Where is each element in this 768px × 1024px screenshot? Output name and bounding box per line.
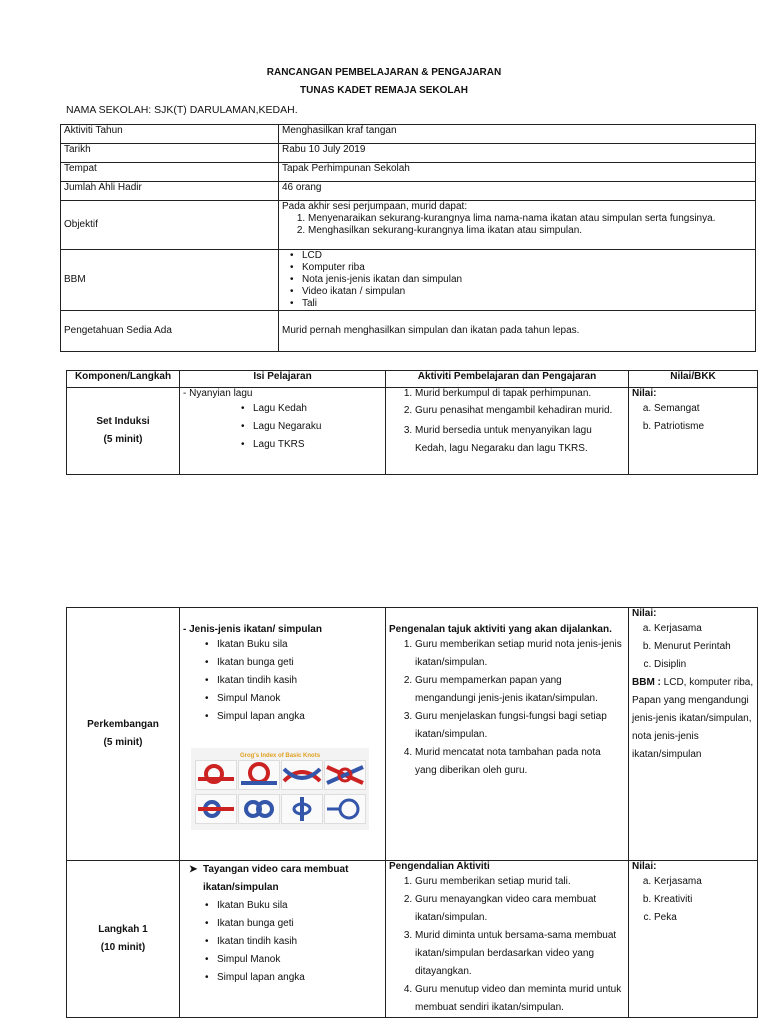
- set-induksi-aktiviti-item: 1. Murid berkumpul di tapak perhimpunan.: [415, 388, 625, 400]
- langkah1-nilai-item: a. Kerjasama: [654, 873, 754, 891]
- perkembangan-row: [67, 608, 758, 861]
- objektif-intro: Pada akhir sesi perjumpaan, murid dapat:: [282, 201, 468, 212]
- pengetahuan-value: Murid pernah menghasilkan simpulan dan ikatan pada tahun lepas.: [279, 311, 756, 352]
- langkah1-aktiviti-title: Pengendalian Aktiviti: [389, 861, 490, 872]
- bbm-item: • Video ikatan / simpulan: [302, 286, 752, 298]
- langkah1-isi-item: • Ikatan Buku sila: [217, 897, 382, 915]
- langkah1-label: Langkah 1: [98, 924, 148, 935]
- perkembangan-label: Perkembangan: [87, 719, 159, 730]
- perkembangan-nilai-item: b. Menurut Perintah: [654, 638, 754, 656]
- knot-square-icon: [324, 760, 366, 790]
- info-row: [61, 144, 756, 163]
- langkah1-aktiviti-item: 1. Guru memberikan setiap murid tali.: [415, 873, 625, 891]
- knot-noose-icon: [324, 794, 366, 824]
- set-induksi-aktiviti-item: 2. Guru penasihat mengambil kehadiran murid.: [415, 405, 625, 417]
- set-induksi-nilai-item: a. Semangat: [654, 400, 754, 418]
- perkembangan-aktiviti-item: 3. Guru menjelaskan fungsi-fungsi bagi setiap ikatan/simpulan.: [415, 708, 625, 744]
- perkembangan-bbm-text: LCD, komputer riba, Papan yang mengandungi jenis-jenis ikatan/simpulan, nota jenis-jenis ikatan/simpulan: [632, 677, 754, 760]
- perkembangan-bbm-label: BBM :: [632, 677, 661, 688]
- langkah1-isi-item: • Ikatan bunga geti: [217, 915, 382, 933]
- langkah1-row: [67, 861, 758, 1018]
- arrow-bullet-icon: ➤: [189, 864, 198, 875]
- set-induksi-label: Set Induksi: [96, 416, 150, 427]
- col-header-nilai: Nilai/BKK: [629, 371, 758, 388]
- perkembangan-aktiviti-item: 4. Murid mencatat nota tambahan pada nota yang diberikan oleh guru.: [415, 744, 625, 780]
- set-induksi-isi-item: • Lagu Kedah: [253, 400, 382, 418]
- knot-half-hitch-icon: [238, 760, 280, 790]
- info-row: [61, 182, 756, 201]
- knot-overhand-icon: [195, 760, 237, 790]
- objektif-item: 1. Menyenaraikan sekurang-kurangnya lima nama-nama ikatan atau simpulan serta fungsinya.: [308, 213, 752, 225]
- perkembangan-isi-item: • Simpul lapan angka: [217, 708, 382, 726]
- bbm-label: BBM: [61, 250, 279, 311]
- langkah1-isi-title: Tayangan video cara membuat ikatan/simpulan: [203, 864, 349, 893]
- perkembangan-aktiviti-item: 1. Guru memberikan setiap murid nota jenis-jenis ikatan/simpulan.: [415, 636, 625, 672]
- perkembangan-nilai-item: c. Disiplin: [654, 656, 754, 674]
- set-induksi-row: [67, 388, 758, 475]
- info-label: Tempat: [61, 163, 279, 182]
- langkah1-isi-item: • Simpul Manok: [217, 951, 382, 969]
- langkah1-nilai-item: c. Peka: [654, 909, 754, 927]
- bbm-row: [61, 250, 756, 311]
- info-value: 46 orang: [279, 182, 756, 201]
- perkembangan-isi-item: • Ikatan bunga geti: [217, 654, 382, 672]
- knots-image: [191, 748, 369, 830]
- info-label: Tarikh: [61, 144, 279, 163]
- knot-figure-eight-icon: [238, 794, 280, 824]
- langkah1-aktiviti-item: 4. Guru menutup video dan meminta murid untuk membuat sendiri ikatan/simpulan.: [415, 981, 625, 1017]
- info-value: Menghasilkan kraf tangan: [279, 125, 756, 144]
- col-header-aktiviti: Aktiviti Pembelajaran dan Pengajaran: [386, 371, 629, 388]
- set-induksi-nilai-item: b. Patriotisme: [654, 418, 754, 436]
- info-row: [61, 163, 756, 182]
- langkah1-time: (10 minit): [100, 942, 146, 953]
- langkah1-aktiviti-item: 3. Murid diminta untuk bersama-sama membuat ikatan/simpulan berdasarkan video yang ditayangkan.: [415, 927, 625, 981]
- langkah1-isi-item: • Simpul lapan angka: [217, 969, 382, 987]
- perkembangan-isi-item: • Ikatan Buku sila: [217, 636, 382, 654]
- perkembangan-nilai-item: a. Kerjasama: [654, 620, 754, 638]
- perkembangan-aktiviti-title: Pengenalan tajuk aktiviti yang akan dijalankan.: [389, 624, 612, 635]
- knot-half-knot-icon: [281, 760, 323, 790]
- set-induksi-time: (5 minit): [103, 434, 143, 445]
- perkembangan-time: (5 minit): [103, 737, 143, 748]
- set-induksi-nilai-label: Nilai:: [632, 388, 657, 399]
- perkembangan-aktiviti-item: 2. Guru mempamerkan papan yang mengandungi jenis-jenis ikatan/simpulan.: [415, 672, 625, 708]
- school-name: NAMA SEKOLAH: SJK(T) DARULAMAN,KEDAH.: [66, 104, 298, 116]
- pengetahuan-label: Pengetahuan Sedia Ada: [61, 311, 279, 352]
- knot-sheet-bend-icon: [195, 794, 237, 824]
- set-induksi-isi-item: • Lagu Negaraku: [253, 418, 382, 436]
- col-header-isi: Isi Pelajaran: [180, 371, 386, 388]
- info-label: Aktiviti Tahun: [61, 125, 279, 144]
- info-label: Jumlah Ahli Hadir: [61, 182, 279, 201]
- lesson-header-row: [67, 371, 758, 388]
- lesson-table-top: [66, 370, 758, 475]
- info-row: [61, 125, 756, 144]
- objektif-row: [61, 201, 756, 250]
- knot-slip-icon: [281, 794, 323, 824]
- col-header-komponen: Komponen/Langkah: [67, 371, 180, 388]
- langkah1-nilai-label: Nilai:: [632, 861, 657, 872]
- pengetahuan-row: [61, 311, 756, 352]
- perkembangan-isi-item: • Simpul Manok: [217, 690, 382, 708]
- info-value: Rabu 10 July 2019: [279, 144, 756, 163]
- lesson-table-bottom: [66, 607, 758, 1018]
- perkembangan-isi-item: • Ikatan tindih kasih: [217, 672, 382, 690]
- bbm-item: • LCD: [302, 250, 752, 262]
- objektif-item: 2. Menghasilkan sekurang-kurangnya lima ikatan atau simpulan.: [308, 225, 752, 237]
- set-induksi-isi-item: • Lagu TKRS: [253, 436, 382, 454]
- bbm-item: • Nota jenis-jenis ikatan dan simpulan: [302, 274, 752, 286]
- document-subtitle: TUNAS KADET REMAJA SEKOLAH: [300, 85, 468, 96]
- perkembangan-nilai-label: Nilai:: [632, 608, 657, 619]
- document-title: RANCANGAN PEMBELAJARAN & PENGAJARAN: [266, 67, 502, 78]
- info-value: Tapak Perhimpunan Sekolah: [279, 163, 756, 182]
- set-induksi-aktiviti-item: 3. Murid bersedia untuk menyanyikan lagu Kedah, lagu Negaraku dan lagu TKRS.: [415, 422, 625, 458]
- langkah1-nilai-item: b. Kreativiti: [654, 891, 754, 909]
- bbm-item: • Tali: [302, 298, 752, 310]
- info-table: [60, 124, 756, 352]
- set-induksi-isi-intro: - Nyanyian lagu: [183, 388, 253, 399]
- langkah1-aktiviti-item: 2. Guru menayangkan video cara membuat ikatan/simpulan.: [415, 891, 625, 927]
- perkembangan-isi-title: - Jenis-jenis ikatan/ simpulan: [183, 624, 322, 635]
- objektif-label: Objektif: [61, 201, 279, 250]
- knots-image-title: Grog's Index of Basic Knots: [239, 753, 321, 759]
- langkah1-isi-item: • Ikatan tindih kasih: [217, 933, 382, 951]
- bbm-item: • Komputer riba: [302, 262, 752, 274]
